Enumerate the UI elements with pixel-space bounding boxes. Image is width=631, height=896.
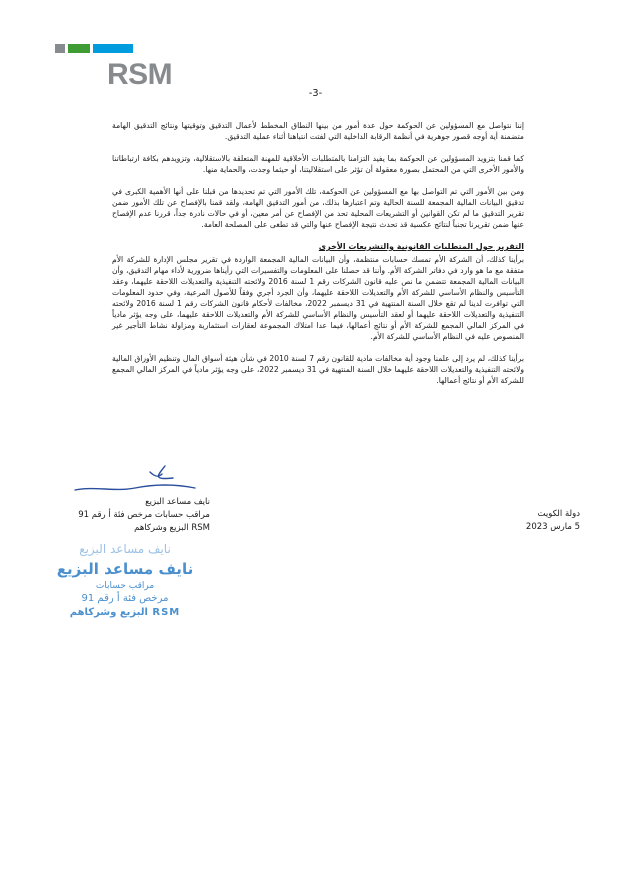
logo-color-bars xyxy=(55,44,175,53)
logo-bar-blue xyxy=(93,44,133,53)
signatory-firm: RSM البزيع وشركاهم xyxy=(134,523,210,533)
signatory-name: نايف مساعد البزيع xyxy=(145,497,210,507)
paragraph-capital-markets-law: برأينا كذلك، لم يرد إلى علمنا وجود أية مخالفات مادية للقانون رقم 7 لسنة 2010 في شأن هيئة أسواق المال وتنظيم الأوراق المالية ولائحته التنفيذية والتعديلات اللاحقة عليهما خلال السنة المنتهية في 31 ديسمبر 2022، على وجه يؤثر مادياً في المركز المالي المجمع للشركة الأم أو نتائج أعمالها. xyxy=(112,354,525,385)
place: دولة الكويت xyxy=(537,509,580,519)
report-date: 5 مارس 2023 xyxy=(525,522,580,532)
stamp-license: مرخص فئة أ رقم 91 xyxy=(81,593,169,604)
paragraph-companies-law: برأينا كذلك، أن الشركة الأم تمسك حسابات منتظمة، وأن البيانات المالية المجمعة الواردة في تقرير مجلس الإدارة للشركة الأم متفقة مع ما هو وارد في دفاتر الشركة الأم. وأننا قد حصلنا على المعلومات والتفسيرات التي رأيناها ضرورية لأداء مهام التدقيق، وأن البيانات المالية المجمعة تتضمن ما نص عليه قانون الشركات رقم 1 لسنة 2016 ولائحته التنفيذية والتعديلات اللاحقة عليهما، وعقد التأسيس والنظام الأساسي للشركة الأم والتعديلات اللاحقة عليهما، وأن الجرد أجري وفقاً للأصول المرعية، وفي حدود المعلومات التي توافرت لدينا لم تقع خلال السنة المنتهية في 31 ديسمبر 2022، مخالفات لأحكام قانون الشركات رقم 1 لسنة 2016 ولائحته التنفيذية والتعديلات اللاحقة عليهما أو لعقد التأسيس والنظام الأساسي للشركة الأم والتعديلات اللاحقة عليهما، على وجه يؤثر مادياً في المركز المالي المجمع للشركة الأم أو نتائج أعمالها، فيما عدا امتلاك المجموعة لعقارات استثمارية ومزاولة نشاط التأجير غير المنصوص عليه في النظام الأساسي للشركة الأم. xyxy=(112,255,525,341)
place-date-block xyxy=(480,508,580,534)
report-body xyxy=(112,120,524,397)
paragraph-governance-communication: إننا نتواصل مع المسؤولين عن الحوكمة حول عدة أمور من بينها النطاق المخطط لأعمال التدقيق وتوقيتها ونتائج التدقيق الهامة متضمنة أية أوجه قصور جوهرية في أنظمة الرقابة الداخلية التي لفتت انتباهنا أثناء عملية التدقيق. xyxy=(112,121,524,141)
stamp-firm: RSM البزيع وشركاهم xyxy=(69,607,181,618)
logo-bar-green xyxy=(68,44,90,53)
paragraph-key-audit-matters: ومن بين الأمور التي تم التواصل بها مع المسؤولين عن الحوكمة، تلك الأمور التي تم تحديدها من قبلنا على أنها الأهمية الكبرى في تدقيق البيانات المالية المجمعة للسنة الحالية وتم اعتبارها بذلك، من أمور التدقيق الهامة، ولقد قمنا بالإفصاح عن تلك الأمور ضمن تقرير التدقيق ما لم تكن القوانين أو التشريعات المحلية تحد من الإفصاح عن أمر معين، أو في حالات نادرة جداً، قررنا عدم الإفصاح عنها ضمن تقريرنا تجنباً لنتائج عكسية قد تحدث نتيجة الإفصاح عنها والتي قد تطغى على المصلحة العامة. xyxy=(112,187,524,229)
page-number: -3- xyxy=(308,88,323,99)
stamp-name: نايف مساعد البزيع xyxy=(56,560,194,578)
logo-bar-gray xyxy=(55,44,65,53)
stamp-title: مراقب حسابات xyxy=(95,581,155,591)
handwritten-signature xyxy=(55,458,205,498)
stamp-line-faded: نايف مساعد البزيع xyxy=(79,542,171,556)
section-heading-legal-requirements: التقرير حول المتطلبات القانونية والتشريعات الأخرى xyxy=(318,242,524,251)
auditor-stamp xyxy=(40,540,210,620)
rsm-logo xyxy=(55,44,175,94)
signatory-block xyxy=(50,496,210,535)
signatory-title: مراقب حسابات مرخص فئة أ رقم 91 xyxy=(78,510,210,520)
logo-wordmark: RSM xyxy=(107,58,173,91)
paragraph-independence: كما قمنا بتزويد المسؤولين عن الحوكمة بما يفيد التزامنا بالمتطلبات الأخلاقية للمهنة المتعلقة بالاستقلالية، وتزويدهم بكافة ارتباطاتنا والأمور الأخرى التي من المحتمل بصورة معقولة أن تؤثر على استقلاليتنا، أو حيثما وجدت، والحماية منها. xyxy=(112,154,524,174)
